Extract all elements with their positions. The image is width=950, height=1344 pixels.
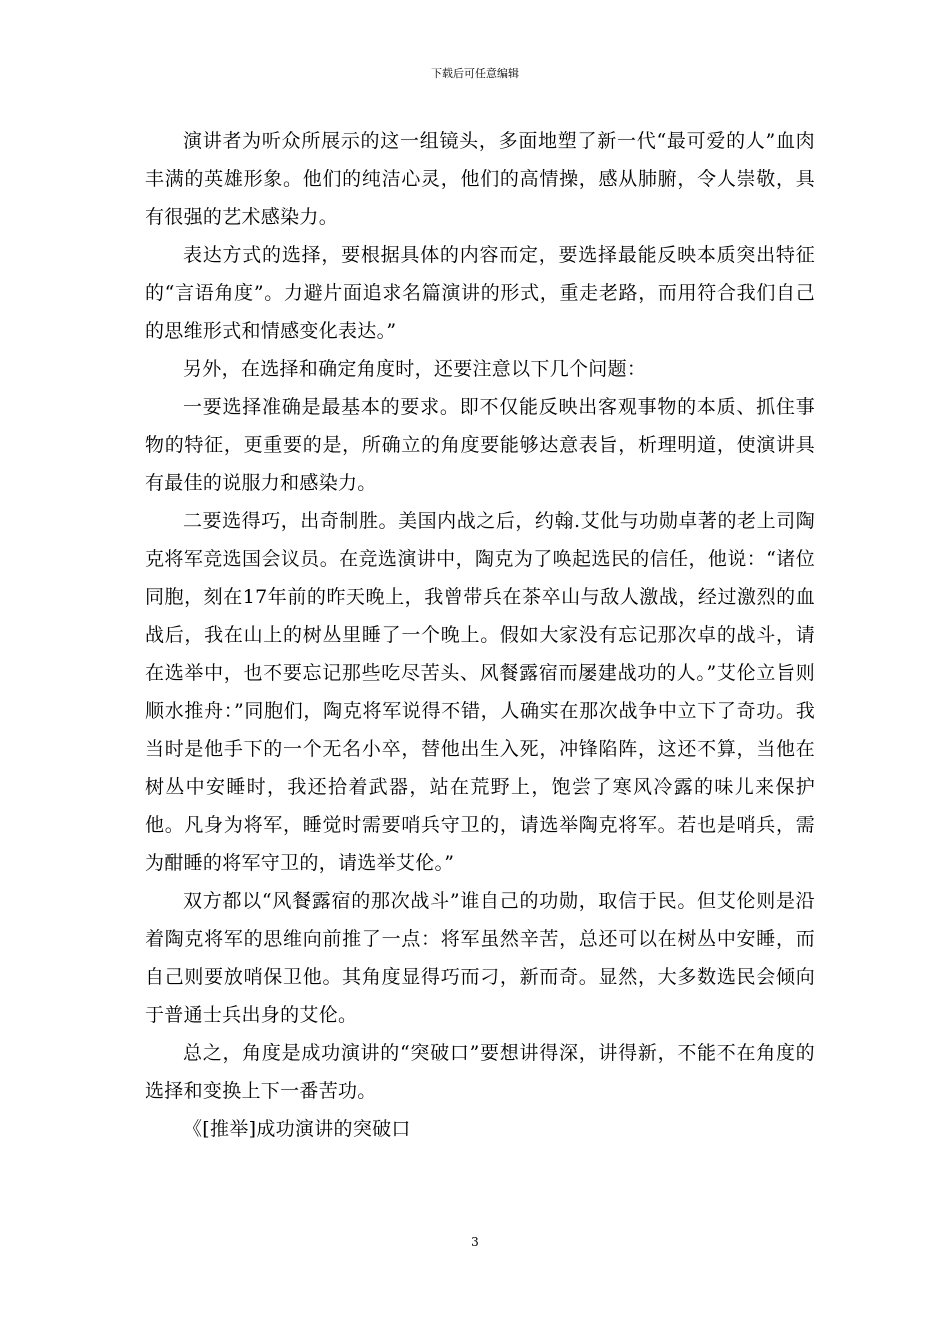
paragraph-3: 另外，在选择和确定角度时，还要注意以下几个问题： (183, 358, 647, 380)
document-body (145, 122, 815, 1148)
source-title: 《[推举]成功演讲的突破口 (183, 1118, 411, 1140)
paragraph-4: 一要选择准确是最基本的要求。即不仅能反映出客观事物的本质、抓住事物的特征，更重要的是，所确立的角度要能够达意表旨，析理明道，使演讲具有最佳的说服力和感染力。 (145, 396, 815, 494)
paragraph-7: 总之，角度是成功演讲的“突破口”要想讲得深，讲得新，不能不在角度的选择和变换上下一番苦功。 (145, 1042, 815, 1102)
paragraph-6: 双方都以“风餐露宿的那次战斗”谁自己的功勋，取信于民。但艾伦则是沿着陶克将军的思维向前推了一点：将军虽然辛苦，总还可以在树丛中安睡，而自己则要放哨保卫他。其角度显得巧而刁，新而奇。显然，大多数选民会倾向于普通士兵出身的艾伦。 (145, 890, 815, 1026)
paragraph-5: 二要选得巧，出奇制胜。美国内战之后，约翰.艾仳与功勋卓著的老上司陶克将军竞选国会议员。在竞选演讲中，陶克为了唤起选民的信任，他说：“诸位同胞，刻在17年前的昨天晚上，我曾带兵在茶卒山与敌人激战，经过激烈的血战后，我在山上的树丛里睡了一个晚上。假如大家没有忘记那次卓的战斗，请在选举中，也不要忘记那些吃尽苦头、风餐露宿而屡建战功的人。”艾伦立旨则顺水推舟：”同胞们，陶克将军说得不错，人确实在那次战争中立下了奇功。我当时是他手下的一个无名小卒，替他出生入死，冲锋陷阵，这还不算，当他在树丛中安睡时，我还拾着武器，站在荒野上，饱尝了寒风冷露的味儿来保护他。凡身为将军，睡觉时需要哨兵守卫的，请选举陶克将军。若也是哨兵，需为酣睡的将军守卫的，请选举艾伦。” (145, 510, 815, 874)
page-number: 3 (471, 1235, 479, 1249)
page-header: 下载后可任意编辑 (431, 67, 519, 80)
paragraph-2: 表达方式的选择，要根据具体的内容而定，要选择最能反映本质突出特征的“言语角度”。力避片面追求名篇演讲的形式，重走老路，而用符合我们自己的思维形式和情感变化表达。” (145, 244, 815, 342)
paragraph-1: 演讲者为听众所展示的这一组镜头，多面地塑了新一代“最可爱的人”血肉丰满的英雄形象。他们的纯洁心灵，他们的高情操，感从肺腑，令人崇敬，具有很强的艺术感染力。 (145, 130, 815, 228)
